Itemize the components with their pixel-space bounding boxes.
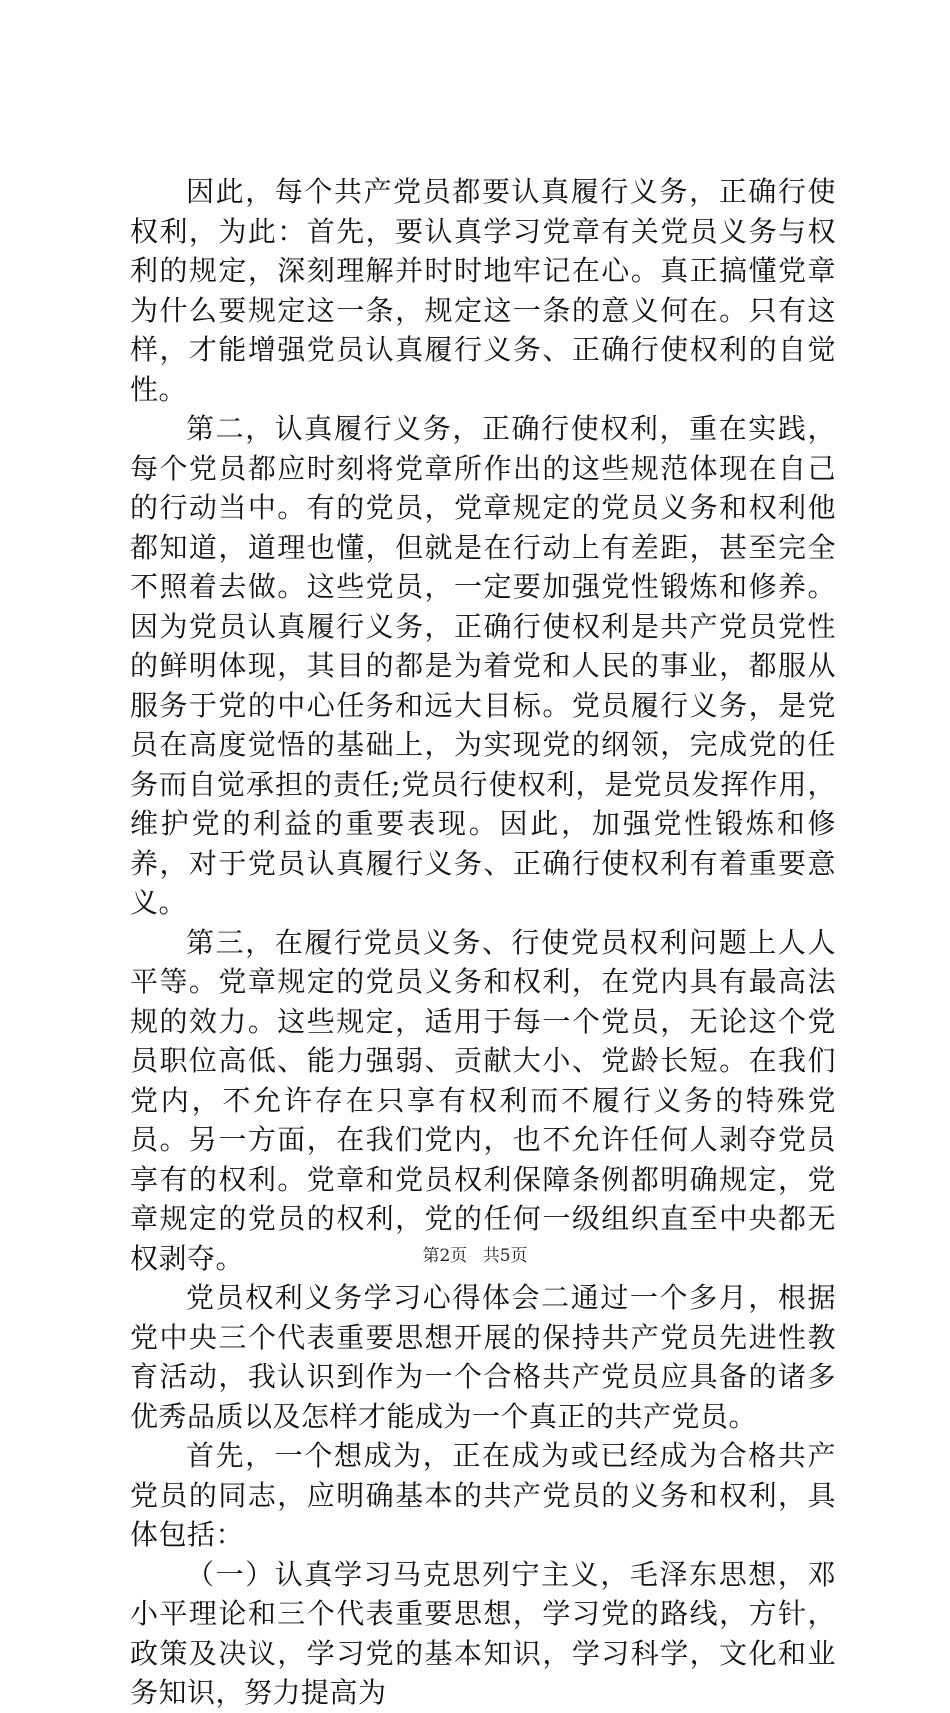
paragraph: 因此，每个共产党员都要认真履行义务，正确行使权利，为此：首先，要认真学习党章有关党员义务与权利的规定，深刻理解并时时地牢记在心。真正搞懂党章为什么要规定这一条，规定这一条的意义何在。只有这样，才能增强党员认真履行义务、正确行使权利的自觉性。: [130, 175, 836, 406]
paragraph: 第三，在履行党员义务、行使党员权利问题上人人平等。党章规定的党员义务和权利，在党内具有最高法规的效力。这些规定，适用于每一个党员，无论这个党员职位高低、能力强弱、贡献大小、党龄长短。在我们党内，不允许存在只享有权利而不履行义务的特殊党员。另一方面，在我们党内，也不允许任何人剥夺党员享有的权利。党章和党员权利保障条例都明确规定，党章规定的党员的权利，党的任何一级组织直至中央都无权剥夺。: [130, 925, 836, 1275]
page-number: 第2页: [422, 1246, 468, 1266]
paragraph: 第二，认真履行义务，正确行使权利，重在实践，每个党员都应时刻将党章所作出的这些规范体现在自己的行动当中。有的党员，党章规定的党员义务和权利他都知道，道理也懂，但就是在行动上有差距，甚至完全不照着去做。这些党员，一定要加强党性锻炼和修养。因为党员认真履行义务，正确行使权利是共产党员党性的鲜明体现，其目的都是为着党和人民的事业，都服从服务于党的中心任务和远大目标。党员履行义务，是党员在高度觉悟的基础上，为实现党的纲领，完成党的任务而自觉承担的责任;党员行使权利，是党员发挥作用，维护党的利益的重要表现。因此，加强党性锻炼和修养，对于党员认真履行义务、正确行使权利有着重要意义。: [130, 412, 836, 919]
paragraph: 党员权利义务学习心得体会二通过一个多月，根据党中央三个代表重要思想开展的保持共产党员先进性教育活动，我认识到作为一个合格共产党员应具备的诸多优秀品质以及怎样才能成为一个真正的共产党员。: [130, 1281, 836, 1433]
document-body: [130, 172, 836, 1713]
paragraph: 首先，一个想成为，正在成为或已经成为合格共产党员的同志，应明确基本的共产党员的义务和权利，具体包括：: [130, 1439, 836, 1551]
page-footer: [0, 1244, 950, 1268]
page-total: 共5页: [482, 1246, 528, 1266]
paragraph: （一）认真学习马克思列宁主义，毛泽东思想，邓小平理论和三个代表重要思想，学习党的路线，方针，政策及决议，学习党的基本知识，学习科学，文化和业务知识，努力提高为: [130, 1557, 836, 1709]
